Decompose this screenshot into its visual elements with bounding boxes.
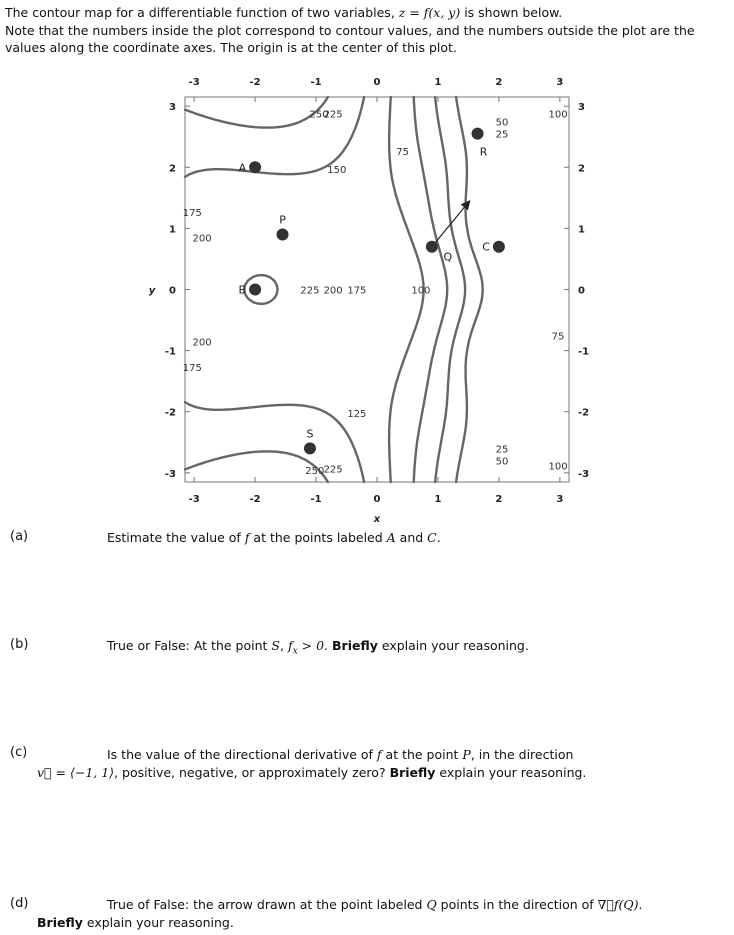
point-r [472, 128, 484, 140]
tick-label-top: 2 [495, 77, 503, 88]
point-q [426, 241, 438, 253]
point-s [304, 442, 316, 454]
point-p [277, 229, 289, 241]
tick-label-right: 3 [578, 102, 585, 114]
gradient-arrow [432, 201, 470, 247]
tick-label-right: 2 [578, 163, 585, 175]
point-b [249, 284, 261, 296]
question-d-line-1: True of False: the arrow drawn at the point labeled Q points in the direction of ∇⃗f(Q). [107, 897, 643, 912]
contour-value-label: 175 [182, 207, 202, 219]
intro-line-1: The contour map for a differentiable function of two variables, z = f(x, y) is shown below. [5, 5, 563, 20]
tick-label-right: 0 [578, 285, 585, 297]
tick-label-right: -1 [578, 346, 590, 358]
tick-label-bottom: -1 [310, 494, 322, 505]
tick-label-top: 0 [373, 77, 381, 88]
point-label-c: C [482, 240, 490, 254]
tick-label-left: 3 [169, 102, 176, 114]
contour-value-label: 150 [327, 165, 347, 177]
tick-label-left: 1 [169, 224, 176, 236]
tick-label-left: -1 [164, 346, 176, 358]
tick-label-left: 2 [169, 163, 176, 175]
point-a [249, 161, 261, 173]
contour-value-label: 175 [347, 285, 367, 297]
contour-value-label: 50 [495, 117, 509, 129]
tick-label-top: 1 [434, 77, 442, 88]
point-label-a: A [238, 161, 247, 175]
question-b-label: (b) [10, 637, 29, 652]
tick-label-bottom: 3 [556, 494, 564, 505]
tick-label-bottom: 0 [373, 494, 381, 505]
point-label-p: P [279, 213, 286, 227]
contour-value-label: 200 [323, 285, 343, 297]
contour-value-label: 225 [323, 109, 343, 121]
tick-label-right: 1 [578, 224, 585, 236]
tick-label-right: -3 [578, 468, 590, 480]
contour-value-label: 250 [305, 465, 325, 477]
tick-label-left: -3 [164, 468, 176, 480]
y-axis-label: y [148, 285, 156, 297]
question-b-text: True or False: At the point S, $f_x > 0$. Briefly explain your reasoning. [107, 638, 529, 657]
intro-line-2: Note that the numbers inside the plot correspond to contour values, and the numbers outside the plot are the values along the coordinate axes. The origin is at the center of this plot. [5, 22, 695, 55]
contour-value-label: 125 [347, 408, 367, 420]
tick-label-bottom: -3 [188, 494, 200, 505]
contour-value-label: 100 [548, 461, 568, 473]
question-a-label: (a) [10, 529, 29, 544]
tick-label-top: 3 [556, 77, 564, 88]
point-label-s: S [306, 427, 314, 441]
contour-value-label: 250 [309, 109, 329, 121]
point-label-q: Q [443, 250, 453, 264]
question-c-label: (c) [10, 745, 28, 760]
contour-value-label: 75 [396, 146, 409, 158]
tick-label-top: -3 [188, 77, 200, 88]
x-axis-label: x [373, 514, 381, 525]
point-label-r: R [479, 145, 488, 159]
function-expression: z = f(x, y) [398, 5, 461, 20]
contour-value-label: 225 [323, 464, 343, 476]
contour-value-label: 200 [192, 337, 212, 349]
question-d-line-2: Briefly explain your reasoning. [37, 915, 234, 930]
contour-value-label: 100 [548, 109, 568, 121]
contour-value-label: 75 [551, 331, 565, 343]
question-c-line-2: v⃗ = ⟨−1, 1⟩, positive, negative, or approximately zero? Briefly explain your reasoning. [37, 765, 587, 780]
tick-label-bottom: -2 [249, 494, 261, 505]
contour-value-label: 175 [182, 363, 202, 375]
contour-value-label: 25 [495, 129, 509, 141]
tick-label-bottom: 2 [495, 494, 503, 505]
question-a-text: Estimate the value of f at the points labeled A and C. [107, 530, 441, 545]
contour-value-label: 50 [495, 456, 509, 468]
contour-value-label: 100 [411, 285, 431, 297]
question-c-line-1: Is the value of the directional derivative of f at the point P, in the direction [107, 747, 574, 762]
tick-label-top: -2 [249, 77, 261, 88]
tick-label-top: -1 [310, 77, 322, 88]
point-label-b: B [238, 283, 247, 297]
tick-label-right: -2 [578, 407, 590, 419]
contour-value-label: 200 [192, 233, 212, 245]
tick-label-left: -2 [164, 407, 176, 419]
tick-label-bottom: 1 [434, 494, 442, 505]
point-c [493, 241, 505, 253]
question-d-label: (d) [10, 896, 29, 911]
contour-value-label: 225 [300, 285, 320, 297]
tick-label-left: 0 [169, 285, 176, 297]
contour-value-label: 25 [495, 444, 509, 456]
